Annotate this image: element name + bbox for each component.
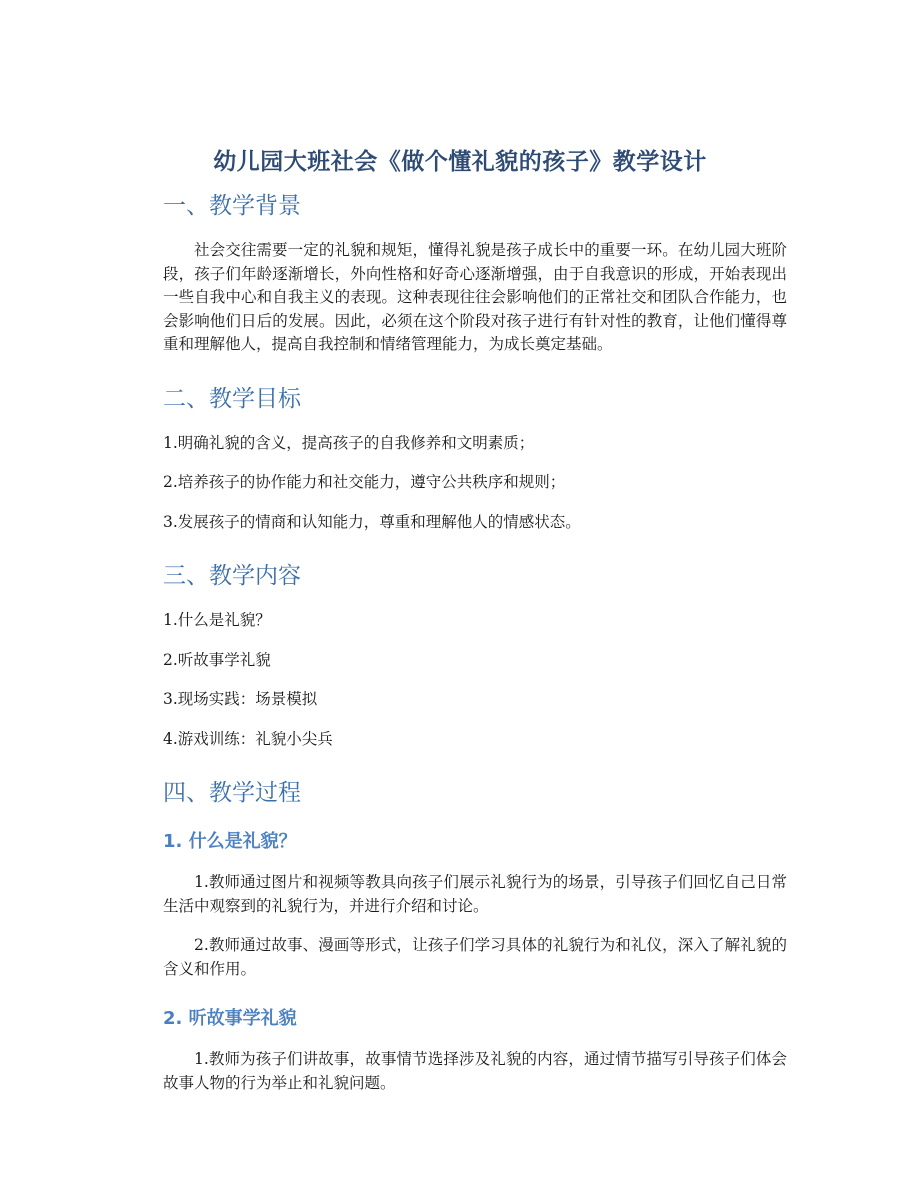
section-heading-background: 一、教学背景	[163, 193, 301, 219]
background-paragraph: 社会交往需要一定的礼貌和规矩，懂得礼貌是孩子成长中的重要一环。在幼儿园大班阶段，孩子们年龄逐渐增长，外向性格和好奇心逐渐增强，由于自我意识的形成，开始表现出一些自我中心和自我主义的表现。这种表现往往会影响他们的正常社交和团队合作能力，也会影响他们日后的发展。因此，必须在这个阶段对孩子进行有针对性的教育，让他们懂得尊重和理解他人，提高自我控制和情绪管理能力，为成长奠定基础。	[163, 241, 787, 353]
subsection-heading-what-is-politeness: 1. 什么是礼貌？	[163, 831, 297, 852]
content-item: 3.现场实践：场景模拟	[163, 690, 318, 708]
section-heading-goals: 二、教学目标	[163, 385, 301, 412]
document-body	[163, 186, 787, 1095]
content-item: 4.游戏训练：礼貌小尖兵	[163, 729, 333, 748]
goal-item: 2.培养孩子的协作能力和社交能力，遵守公共秩序和规则；	[163, 473, 566, 491]
document-title: 幼儿园大班社会《做个懂礼貌的孩子》教学设计	[213, 148, 707, 175]
goal-item: 3.发展孩子的情商和认知能力，尊重和理解他人的情感状态。	[163, 512, 581, 531]
content-item: 2.听故事学礼貌	[163, 650, 271, 669]
process-paragraph: 2.教师通过故事、漫画等形式，让孩子们学习具体的礼貌行为和礼仪，深入了解礼貌的含义和作用。	[163, 936, 787, 978]
subsection-heading-story-learning: 2. 听故事学礼貌	[163, 1008, 297, 1029]
section-heading-content: 三、教学内容	[163, 563, 301, 589]
content-item: 1.什么是礼貌？	[163, 611, 271, 629]
section-heading-process: 四、教学过程	[163, 780, 301, 806]
process-paragraph: 1.教师为孩子们讲故事，故事情节选择涉及礼貌的内容，通过情节描写引导孩子们体会故事人物的行为举止和礼貌问题。	[163, 1050, 787, 1092]
goal-item: 1.明确礼貌的含义，提高孩子的自我修养和文明素质；	[163, 433, 535, 452]
process-paragraph: 1.教师通过图片和视频等教具向孩子们展示礼貌行为的场景，引导孩子们回忆自己日常生活中观察到的礼貌行为，并进行介绍和讨论。	[163, 873, 787, 915]
